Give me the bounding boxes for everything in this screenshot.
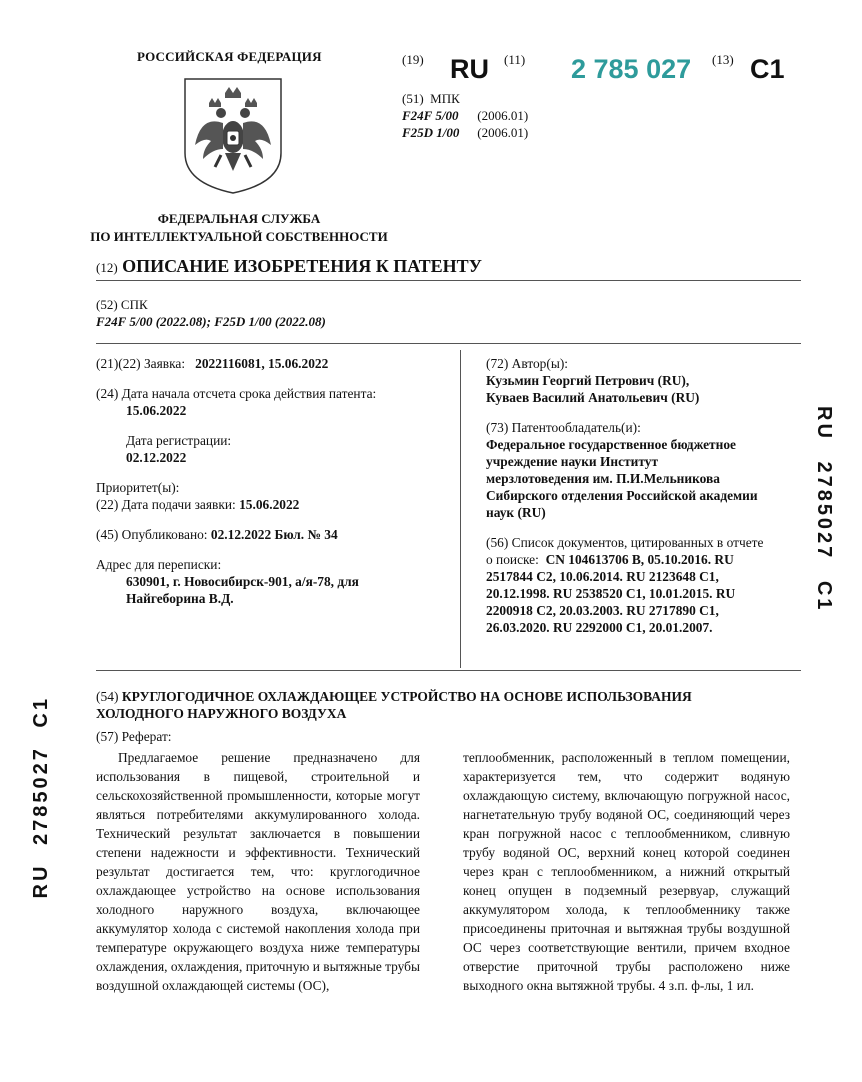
divider xyxy=(96,670,801,671)
side-patent-number-right: RU 2785027 C1 xyxy=(813,406,835,613)
mpk-class: F25D 1/00 xyxy=(402,125,460,140)
cited-document: CN 104613706 B, 05.10.2016. RU xyxy=(545,552,734,567)
cited-document: 2517844 C2, 10.06.2014. RU 2123648 C1, xyxy=(486,569,719,584)
code-11: (11) xyxy=(504,52,526,67)
country-code: RU xyxy=(450,54,489,84)
registration-value: 02.12.2022 xyxy=(126,450,187,465)
address-line: Найгеборина В.Д. xyxy=(126,591,234,606)
application-value: 2022116081, 15.06.2022 xyxy=(195,356,329,371)
owner-line: Сибирского отделения Российской академии xyxy=(486,488,758,503)
cited-document: 20.12.1998. RU 2538520 C1, 10.01.2015. RU xyxy=(486,586,736,601)
invention-code: (54) xyxy=(96,689,119,704)
owner-line: Федеральное государственное бюджетное xyxy=(486,437,736,452)
author: Кузьмин Георгий Петрович (RU), xyxy=(486,373,690,388)
invention-title-line: ХОЛОДНОГО НАРУЖНОГО ВОЗДУХА xyxy=(96,706,347,721)
mpk-class: F24F 5/00 xyxy=(402,108,459,123)
spk-block xyxy=(96,296,326,330)
code-19: (19) xyxy=(402,52,424,67)
term-value: 15.06.2022 xyxy=(126,403,187,418)
owner-line: мерзлотоведения им. П.И.Мельникова xyxy=(486,471,720,486)
abstract-column-1: Предлагаемое решение предназначено для использования в пищевой, строительной и сельскохозяйственной промышленности, которые могут являться потребителями аккумулированного холода. Технический результат заключается в повышении степени надежности и эффективности. Технический результат достигается тем, что: круглогодичное охлаждающее устройство на основе использования холодного наружного воздуха, включающее аккумулятор холода с системой накопления холода при температуре окружающего воздуха ниже температуры охлаждения, охлаждения, приточную и вытяжные трубы воздушной охлаждающей системы (ОС), xyxy=(96,750,420,993)
author: Куваев Василий Анатольевич (RU) xyxy=(486,390,700,405)
published-value: 02.12.2022 Бюл. № 34 xyxy=(210,527,338,542)
agency-line: ПО ИНТЕЛЛЕКТУАЛЬНОЙ СОБСТВЕННОСТИ xyxy=(90,229,388,244)
owner-line: учреждение науки Институт xyxy=(486,454,659,469)
bibliographic-right xyxy=(486,355,786,636)
published-label: (45) Опубликовано: xyxy=(96,527,208,542)
divider xyxy=(96,280,801,281)
agency-name xyxy=(80,210,398,246)
code-13: (13) xyxy=(712,52,734,67)
document-title xyxy=(96,256,482,277)
invention-title-line: КРУГЛОГОДИЧНОЕ ОХЛАЖДАЮЩЕЕ УСТРОЙСТВО НА ОСНОВЕ ИСПОЛЬЗОВАНИЯ xyxy=(121,689,692,704)
mpk-code: (51) xyxy=(402,91,424,106)
agency-line: ФЕДЕРАЛЬНАЯ СЛУЖБА xyxy=(157,211,321,226)
country-name: РОССИЙСКАЯ ФЕДЕРАЦИЯ xyxy=(137,49,322,64)
patent-kind: C1 xyxy=(750,54,785,84)
abstract-label: (57) Реферат: xyxy=(96,729,172,744)
priority-label: Приоритет(ы): xyxy=(96,480,180,495)
address-label: Адрес для переписки: xyxy=(96,557,222,572)
patent-number: 2 785 027 xyxy=(571,54,692,84)
spk-label: (52) СПК xyxy=(96,297,148,312)
divider xyxy=(96,343,801,344)
cited-document: 26.03.2020. RU 2292000 C1, 20.01.2007. xyxy=(486,620,713,635)
cited-document: 2200918 C2, 20.03.2003. RU 2717890 C1, xyxy=(486,603,719,618)
abstract-column-2: теплообменник, расположенный в теплом помещении, характеризуется тем, что содержит водяную охлаждающую систему, включающую погружной насос, нагнетательную трубу водяной ОС, соединяющий через кран погружной насос с теплообменником, сливную трубу водяной ОС, верхний конец которой соединен через кран с теплообменником, а нижний открытый конец опущен в подземный резервуар, служащий аккумулятором холода, к теплообменнику также присоединены приточная и вытяжная трубы воздушной ОС через соответствующие вентили, причем входное отверстие приточной трубы расположено ниже выходного окна вытяжной трубы. 4 з.п. ф-лы, 1 ил. xyxy=(463,750,790,993)
cited-label: (56) Список документов, цитированных в отчете xyxy=(486,535,764,550)
term-label: (24) Дата начала отсчета срока действия патента: xyxy=(96,386,377,401)
authors-label: (72) Автор(ы): xyxy=(486,356,569,371)
application-label: (21)(22) Заявка: xyxy=(96,356,186,371)
mpk-version: (2006.01) xyxy=(477,125,529,140)
mpk-label: МПК xyxy=(430,91,460,106)
bibliographic-left xyxy=(96,355,436,607)
invention-title xyxy=(96,688,796,722)
side-patent-number-left: RU 2785027 C1 xyxy=(30,696,52,899)
registration-label: Дата регистрации: xyxy=(126,433,232,448)
filing-label: (22) Дата подачи заявки: xyxy=(96,497,236,512)
russian-coat-of-arms-icon xyxy=(181,75,285,197)
mpk-block xyxy=(402,90,528,141)
cited-label: о поиске: xyxy=(486,552,539,567)
title-text: ОПИСАНИЕ ИЗОБРЕТЕНИЯ К ПАТЕНТУ xyxy=(122,256,482,276)
spk-value: F24F 5/00 (2022.08); F25D 1/00 (2022.08) xyxy=(96,314,326,329)
title-code: (12) xyxy=(96,260,118,275)
owner-line: наук (RU) xyxy=(486,505,546,520)
owner-label: (73) Патентообладатель(и): xyxy=(486,420,641,435)
address-line: 630901, г. Новосибирск-901, а/я-78, для xyxy=(126,574,359,589)
mpk-version: (2006.01) xyxy=(477,108,529,123)
filing-value: 15.06.2022 xyxy=(239,497,300,512)
column-divider xyxy=(460,350,461,668)
